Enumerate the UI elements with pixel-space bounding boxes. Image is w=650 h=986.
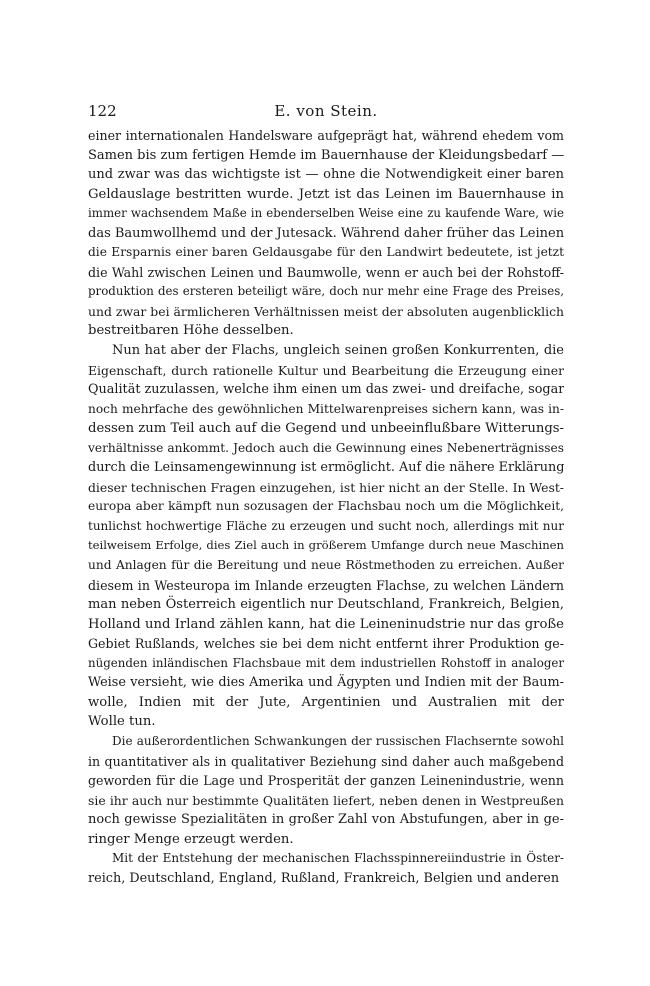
text-line: europa aber kämpft nun sozusagen der Flachsbau noch um die Möglichkeit,: [88, 499, 564, 514]
text-line: noch mehrfache des gewöhnlichen Mittelwarenpreises sichern kann, was in-: [88, 401, 564, 416]
text-line: in quantitativer als in qualitativer Beziehung sind daher auch maßgebend: [88, 753, 564, 769]
text-line: Qualität zuzulassen, welche ihm einen um das zwei- und dreifache, sogar: [88, 382, 564, 398]
text-line: noch gewisse Spezialitäten in großer Zahl von Abstufungen, aber in ge-: [88, 812, 564, 828]
text-line: sie ihr auch nur bestimmte Qualitäten liefert, neben denen in Westpreußen: [88, 792, 564, 808]
text-line: tunlichst hochwertige Fläche zu erzeugen und sucht noch, allerdings mit nur: [88, 518, 564, 533]
text-line: und zwar bei ärmlicheren Verhältnissen meist der absoluten augenblicklich: [88, 303, 564, 319]
text-line: Mit der Entstehung der mechanischen Flachsspinnereiindustrie in Öster-: [112, 851, 564, 866]
text-line: ringer Menge erzeugt werden.: [88, 831, 294, 847]
text-line: Wolle tun.: [88, 714, 156, 730]
text-line: das Baumwollhemd und der Jutesack. Während daher früher das Leinen: [88, 225, 564, 241]
text-line: dessen zum Teil auch auf die Gegend und unbeeinflußbare Witterungs-: [88, 421, 564, 437]
text-line: Samen bis zum fertigen Hemde im Bauernhause der Kleidungsbedarf —: [88, 147, 564, 163]
text-line: Eigenschaft, durch rationelle Kultur und Bearbeitung die Erzeugung einer: [88, 362, 564, 378]
body-text: [88, 126, 564, 888]
text-line: produktion des ersteren beteiligt wäre, doch nur mehr eine Frage des Preises,: [88, 284, 564, 299]
text-line: und Anlagen für die Bereitung und neue Röstmethoden zu erreichen. Außer: [88, 558, 564, 573]
text-line: bestreitbaren Höhe desselben.: [88, 323, 294, 339]
text-line: teilweisem Erfolge, dies Ziel auch in größerem Umfange durch neue Maschinen: [88, 538, 564, 553]
text-line: man neben Österreich eigentlich nur Deutschland, Frankreich, Belgien,: [88, 597, 564, 613]
text-line: verhältnisse ankommt. Jedoch auch die Gewinnung eines Nebenerträgnisses: [88, 440, 564, 455]
text-line: die Wahl zwischen Leinen und Baumwolle, wenn er auch bei der Rohstoff-: [88, 264, 564, 280]
text-line: einer internationalen Handelsware aufgeprägt hat, während ehedem vom: [88, 128, 564, 143]
running-head: E. von Stein.: [274, 102, 378, 120]
text-line: Nun hat aber der Flachs, ungleich seinen großen Konkurrenten, die: [112, 343, 564, 359]
text-line: und zwar was das wichtigste ist — ohne die Notwendigkeit einer baren: [88, 167, 564, 183]
page-number: 122: [88, 102, 117, 120]
text-line: Weise versieht, wie dies Amerika und Ägypten und Indien mit der Baum-: [88, 675, 564, 691]
text-line: dieser technischen Fragen einzugehen, ist hier nicht an der Stelle. In West-: [88, 479, 564, 495]
text-line: diesem in Westeuropa im Inlande erzeugten Flachse, zu welchen Ländern: [88, 577, 564, 593]
paragraph: [88, 849, 564, 888]
text-line: Die außerordentlichen Schwankungen der russischen Flachsernte sowohl: [112, 733, 564, 748]
text-line: Gebiet Rußlands, welches sie bei dem nicht entfernt ihrer Produktion ge-: [88, 636, 564, 652]
paragraph: [88, 126, 564, 341]
text-line: reich, Deutschland, England, Rußland, Frankreich, Belgien und anderen: [88, 870, 560, 886]
text-line: nügenden inländischen Flachsbaue mit dem industriellen Rohstoff in analoger: [88, 655, 564, 670]
text-line: immer wachsendem Maße in ebenderselben Weise eine zu kaufende Ware, wie: [88, 206, 564, 221]
text-line: geworden für die Lage und Prosperität der ganzen Leinenindustrie, wenn: [88, 773, 564, 789]
text-line: Geldauslage bestritten wurde. Jetzt ist das Leinen im Bauernhause in: [88, 186, 564, 202]
paragraph: [88, 732, 564, 849]
text-line: durch die Leinsamengewinnung ist ermöglicht. Auf die nähere Erklärung: [88, 460, 564, 476]
paragraph: [88, 341, 564, 732]
text-line: wolle, Indien mit der Jute, Argentinien und Australien mit der: [88, 694, 564, 710]
text-line: Holland und Irland zählen kann, hat die Leineninudstrie nur das große: [88, 616, 564, 632]
page-header: [88, 102, 564, 122]
text-line: die Ersparnis einer baren Geldausgabe für den Landwirt bedeutete, ist jetzt: [88, 245, 564, 260]
